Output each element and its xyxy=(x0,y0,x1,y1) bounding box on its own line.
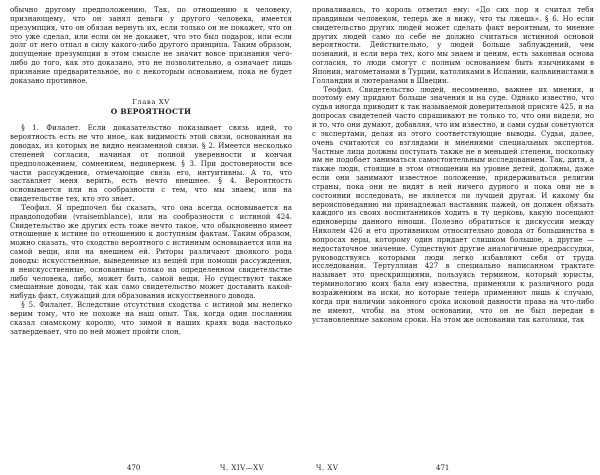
left-paragraph-2: Теофил. Я предпочел бы сказать, что она всегда основывается на правдоподобии (vraisemblance), или на сообразности с истиной 424. Свидетельство же других есть тоже нечто такое, что обыкновенно имеет отношение к истине по отношению к доступным фактам. Таким образом, можно сказать, что сходство вероятного с истинным основывается или на самой вещи, или на внешнем ей. Риторы различают двоякого рода доводы: искусственные, выведенные из вещей при помощи рассуждения, и неискусственные, основанные только на определенном свидетельстве либо человека, либо, может быть, самой вещи. Но существуют также смешанные доводы, так как само свидетельство может доставить какой-нибудь факт, служащий для образования искусственного довода. xyxy=(10,202,292,301)
right-page xyxy=(312,6,594,468)
left-paragraph-3: § 5. Филалет. Вследствие отсутствия сходства с истиной мы нелегко верим тому, что не похоже на наш опыт. Так, когда один посланник сказал сиамскому королю, что зимой в наших краях вода настолько затвердевает, что по ней может пройти слон, xyxy=(10,300,292,336)
left-running-section: Ч. XIV—XV xyxy=(220,464,265,472)
chapter-label: Глава XV xyxy=(132,97,170,106)
right-running-section: Ч. XV xyxy=(316,464,339,472)
right-page-number: 471 xyxy=(436,464,450,472)
right-paragraph-2: Теофил. Свидетельство людей, несомненно, важнее их мнения, и поэтому ему придают больше значения и на суде. Однако известно, что судья иногда приводит к так называемой доверительной присяге 425, и на допросах свидетелей часто спрашивают не только то, что они видели, но и то, что они думают, добавляя, что им известно, и сами судьи советуются с экспертами, делая из этого соответствующие выводы. Судьи, далее, очень считаются со взглядами и мнениями специальных экспертов. Частные лица должны поступать также не в меньшей степени, поскольку им не подобает заниматься самостоятельным исследованием. Так, дитя, а также люди, стоящие в этом отношении на уровне детей, должны, даже если они занимают известное положение, придерживаться религии страны, пока они не видят в ней ничего дурного и пока они не в состоянии исследовать, не является ли лучшей другая. И какому бы вероисповеданию ни принадлежал наставник пажей, он должен обязать каждого из своих воспитанников ходить в ту церковь, какую посещают единоверцы данного юноши. Полезно обратиться к дискуссии между Николем 426 и его противником относительно довода от большинства в вопросах веры, которому один придает слишком большое, а другие — недостаточное значение. Существуют другие аналогичные предрассудки, руководствуясь которыми люди легко избавляют себя от труда исследования. Тертуллиан 427 в специально написанном трактате называет это прескрипциями, пользуясь термином, который юристы, терминологию коих бала ему известна, применяли к различного рода возражениям на иски, но которые теперь применяют лишь к случаю, когда при наличии законного срока исковой давности права на что-либо не имеют, чтобы на этом основании, что он не был передан в установленные законом сроки. На этом же основании так католики, так xyxy=(312,84,594,324)
left-page xyxy=(10,6,292,468)
left-page-number: 470 xyxy=(127,464,141,472)
left-paragraph-1: § 1. Филалет. Если доказательство показывает связь идей, то вероятность есть не что иное, как видимость этой связи, основанная на доводах, из которых не видно неизменной связи. § 2. Имеется несколько степеней согласия, начиная от полной уверенности и кончая предположением, сомнением, недоверием. § 3. При достоверности все части рассуждения, отмечающие связь его, интуитивны. А то, что заставляет меня верить, есть нечто внешнее. § 4. Вероятность основывается или на сообразности с тем, что мы знаем, или на свидетельстве тех, кто это знает. xyxy=(10,123,292,204)
right-footer xyxy=(312,463,594,473)
left-footer xyxy=(10,463,292,473)
right-page-top-paragraph: проваливаясь, то король ответил ему: «До сих пор я считал тебя правдивым человеком, теперь же я вижу, что ты лжешь». § 6. Но если свидетельство других людей может сделать факт вероятным, то мнение других людей само по себе не должно считаться истинной основой вероятности. Действительно, у людей больше заблуждений, чем познаний, и если вера тех, кого мы знаем и ценим, есть законная основа согласия, то люди смогут с полным основанием быть язычниками в Японии, магометанами в Турции, католиками в Испании, кальвинистами в Голландии и лютеранами в Швеции. xyxy=(312,6,594,85)
chapter-title: О ВЕРОЯТНОСТИ xyxy=(110,107,192,117)
left-page-top-paragraph: обычно другому предположению. Так, по отношению к человеку, признающему, что он занял деньги у другого человека, имеется презумпция, что он обязан вернуть их, если только он не покажет, что он это уже сделал, или если он не докажет, что это был подарок, или если долг от него отпал в силу какого-либо другого принципа. Таким образом, допущение презумпции в этом смысле не значит вовсе признания чего-либо до того, как это доказано, это не позволительно, а означает лишь признание предварительное, но с некоторым основанием, пока не будет доказано противное. xyxy=(10,6,292,85)
